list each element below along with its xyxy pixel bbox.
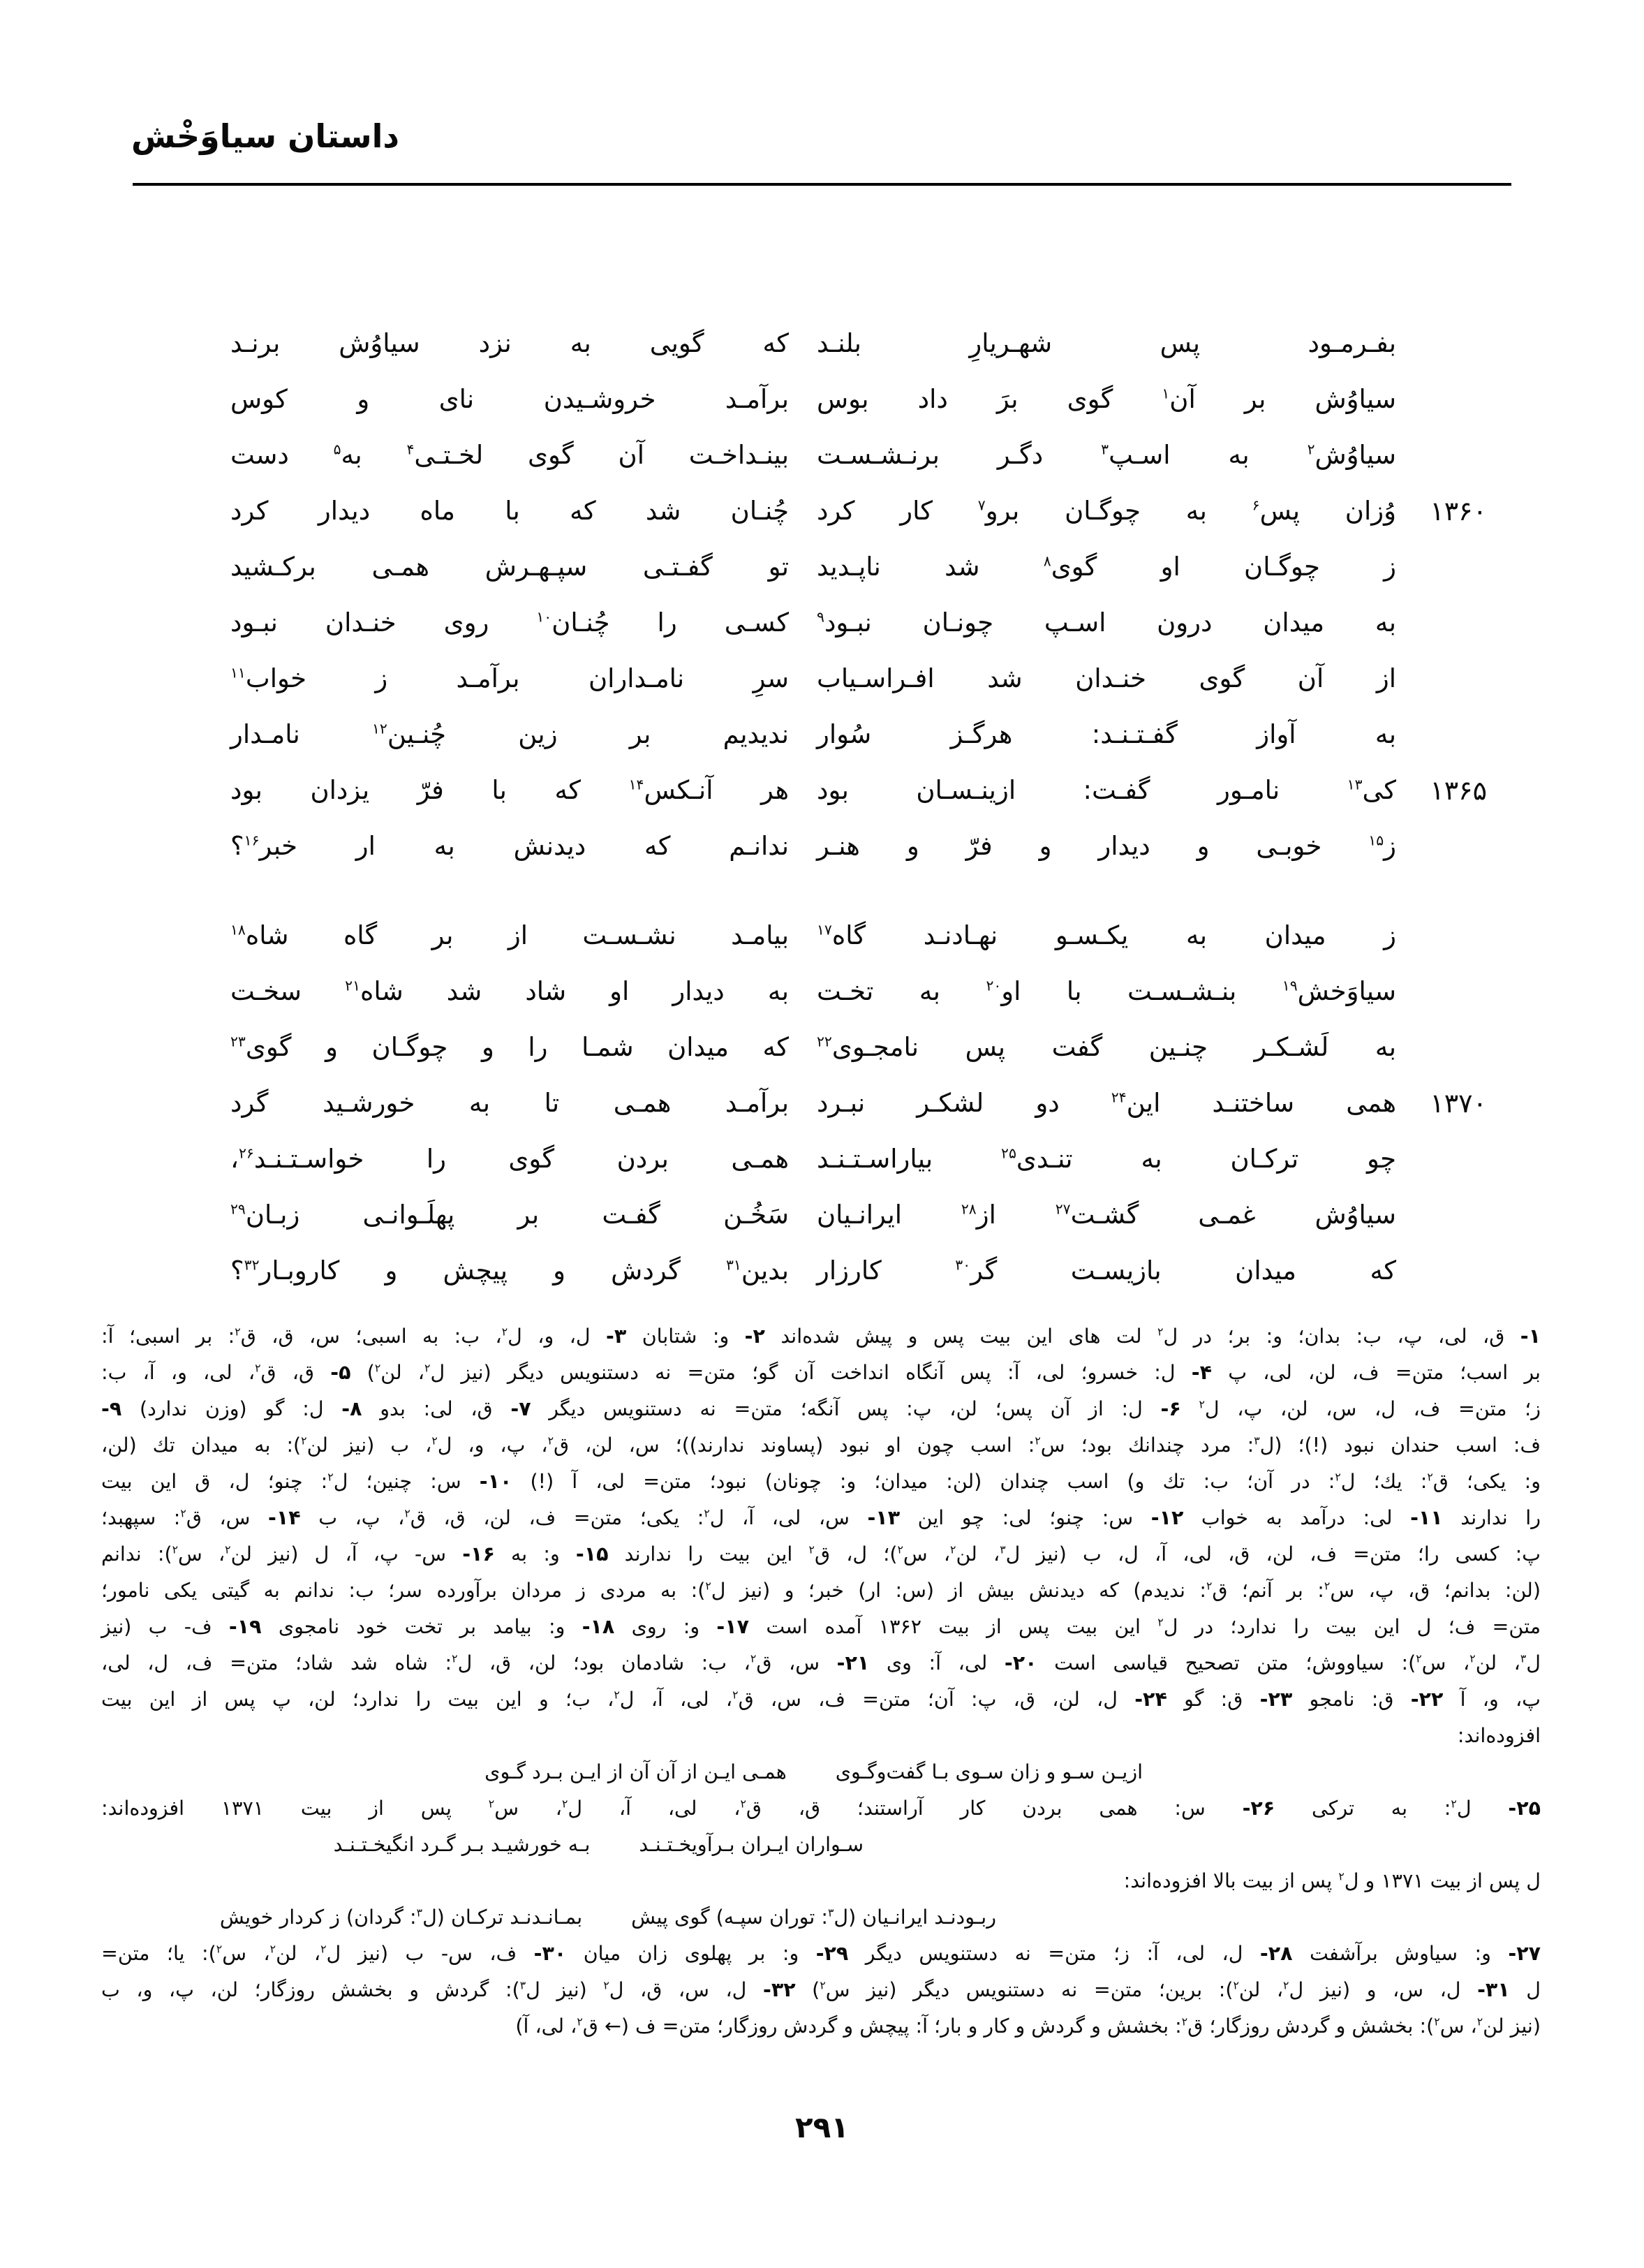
hemistich-first: ز چوگـان او گوی$^۸$ شد ناپـدید <box>817 552 1397 582</box>
apparatus-line: (لن: بدانم؛ ق، پ، س$^۲$: بر آنم؛ ق$^۲$: ندیدم) که دیدنش بیش از (س: ار) خبر؛ و (نیز ل$^۲$): به مردی ز مردان برآورده سر؛ ب: ندانم به گیتی یکی نامور؛ <box>101 1579 1541 1602</box>
verse-number <box>1396 964 1487 1019</box>
verse-row <box>230 1187 1487 1243</box>
hemistich-first: وُزان پس$^۶$ به چوگـان برو$^۷$ کار کرد <box>817 496 1396 526</box>
hemistich-first: از آن گوی خنـدان شد افـراسـیاب <box>817 663 1396 693</box>
verse-number: ۱۳۶۵ <box>1430 775 1487 806</box>
hemistich-second: سَخُـن گفـت بر پهلَـوانـی زبـان$^{۲۹}$ <box>230 1200 789 1230</box>
apparatus-line: ل ۳۱- ل، س، و (نیز ل$^۲$، لن$^۲$): برین؛ متن= نه دستنویس دیگر (نیز س$^۲$) ۳۲- ل، س، ق، ل$^۲$ (نیز ل$^۳$): گردش و بخشش روزگار؛ لن، پ، و، ب <box>101 1978 1541 2001</box>
apparatus-quote-verse <box>101 1754 1143 1790</box>
hemistich-second: به دیدار او شاد شد شاه$^{۲۱}$ سخـت <box>230 976 789 1006</box>
header-rule <box>133 183 1511 186</box>
hemistich-second: چُنـان شد که با ماه دیدار کرد <box>230 496 789 526</box>
hemistich-second: تو گفـتـی سپـهـرش همـی برکـشید <box>230 552 789 582</box>
stanza <box>230 316 1487 874</box>
verse-row <box>230 908 1487 964</box>
hemistich-second: هر آنـکس$^{۱۴}$ که با فرّ یزدان بود <box>230 775 789 805</box>
verse-row <box>230 539 1487 595</box>
verse-row <box>230 483 1487 539</box>
hemistich-second: بدین$^{۳۱}$ گردش و پیچش و کاروبـار$^{۳۲}$؟ <box>230 1256 789 1286</box>
apparatus-quote-verse <box>101 1827 864 1863</box>
verse-number <box>1396 818 1487 874</box>
hemistich-second: برآمـد خروشـیدن نای و کوس <box>230 384 789 414</box>
verse-row <box>230 651 1487 707</box>
verse-number <box>1396 427 1487 483</box>
apparatus-line: ۱- ق، لی، پ، ب: بدان؛ و: بر؛ در ل$^۲$ لت های این بیت پس و پیش شده‌اند ۲- و: شتابان ۳- ل، و، ل$^۲$، ب: به اسبی؛ س، ق، ق$^۲$: بر اسبی؛ آ: <box>101 1325 1541 1348</box>
quote-hemistich-first: سـواران ایـران بـرآویخـتـنـد <box>639 1833 864 1856</box>
apparatus-line: بر اسب؛ متن= ف، لن، لی، پ ۴- ل: خسرو؛ لی، آ: پس آنگاه انداخت آن گو؛ متن= نه دستنویس دیگر (نیز ل$^۲$، لن$^۲$) ۵- ق، ق$^۲$، لی، و، آ، ب: <box>101 1361 1541 1384</box>
quote-hemistich-second: بمـانـدنـد ترکـان (ل$^۳$: گردان) ز کردار خویش <box>219 1906 583 1929</box>
verse-row <box>230 1019 1487 1075</box>
apparatus-line: ۲۷- و: سیاوش برآشفت ۲۸- ل، لی، آ: ز؛ متن= نه دستنویس دیگر ۲۹- و: بر پهلوی زان میان ۳۰- ف، س- ب (نیز ل$^۲$، لن$^۲$، س$^۲$): یا؛ متن= <box>101 1942 1541 1965</box>
verse-row <box>230 371 1487 427</box>
stanza <box>230 908 1487 1299</box>
hemistich-first: بفـرمـود پس شهـریارِ بلنـد <box>817 328 1396 358</box>
apparatus-line: پ: کسی را؛ متن= ف، لن، ق، لی، آ، ل، ب (نیز ل$^۳$، لن$^۲$، س$^۲$)؛ ل، ق$^۲$ این بیت را ندارند ۱۵- و: به ۱۶- س- پ، آ، ل (نیز لن$^۲$، س$^۲$): ندانم <box>101 1542 1541 1566</box>
apparatus-line: متن= ف؛ ل این بیت را ندارد؛ در ل$^۲$ این بیت پس از بیت ۱۳۶۲ آمده است ۱۷- و: روی ۱۸- و: بیامد بر تخت خود نامجوی ۱۹- ف- ب (نیز <box>101 1615 1541 1638</box>
hemistich-second: بیامـد نشـسـت از بر گاه شاه$^{۱۸}$ <box>230 920 789 950</box>
verse-number <box>1396 651 1487 707</box>
hemistich-first: چو ترکـان به تنـدی$^{۲۵}$ بیاراسـتـنـد <box>817 1144 1396 1174</box>
hemistich-second: ندانـم که دیدنش به ار خبر$^{۱۶}$؟ <box>230 831 789 861</box>
verse-number: ۱۳۶۰ <box>1430 496 1487 526</box>
apparatus-line: افزوده‌اند: <box>1457 1724 1541 1747</box>
quote-hemistich-first: ربـودنـد ایرانـیان (ل$^۳$: توران سپـه) گوی پیش <box>631 1906 996 1929</box>
hemistich-first: سیاوَخش$^{۱۹}$ بنـشـسـت با او$^{۲۰}$ به تخـت <box>817 976 1396 1006</box>
hemistich-second: که میدان شمـا را و چوگـان و گوی$^{۲۳}$ <box>230 1032 789 1062</box>
hemistich-second: کسـی را چُنـان$^{۱۰}$ روی خنـدان نبـود <box>230 608 789 638</box>
verse-row <box>230 316 1487 371</box>
hemistich-first: سیاوُش غمـی گشـت$^{۲۷}$ از$^{۲۸}$ ایرانـیان <box>817 1200 1396 1230</box>
apparatus-line: ز؛ متن= ف، ل، س، لن، پ، ل$^۲$ ۶- ل: از آن پس؛ لن، پ: پس آنگه؛ متن= نه دستنویس دیگر ۷- ق، لی: بدو ۸- ل: گو (وزن ندارد) ۹- <box>101 1397 1541 1420</box>
verse-number <box>1396 539 1487 595</box>
verse-row <box>230 427 1487 483</box>
critical-apparatus <box>101 1318 1541 2045</box>
page-number: ۲۹۱ <box>795 2110 849 2144</box>
hemistich-first: همی ساختنـد این$^{۲۴}$ دو لشکـر نبـرد <box>817 1088 1396 1118</box>
verse-row <box>230 1243 1487 1299</box>
hemistich-first: کی$^{۱۳}$ نامـور گفـت: ازینـسـان بود <box>817 775 1396 805</box>
hemistich-second: سرِ نامـداران برآمـد ز خواب$^{۱۱}$ <box>230 663 789 693</box>
apparatus-line: ف: اسب حندان نبود (!)؛ (ل$^۳$: مرد چندانك بود؛ س$^۲$: اسب چون او نبود (پساوند ندارند))؛ س، لن، ق$^۲$، پ، و، ل$^۲$، ب (نیز لن$^۲$): به میدان تك (لن، <box>101 1434 1541 1457</box>
verse-number <box>1396 1019 1487 1075</box>
verse-number <box>1396 908 1487 964</box>
hemistich-second: همـی بردن گوی را خواسـتـنـد$^{۲۶}$، <box>230 1144 789 1174</box>
verse-number <box>1396 707 1487 763</box>
hemistich-second: ندیدیم بر زین چُنـین$^{۱۲}$ نامـدار <box>230 719 789 749</box>
hemistich-first: به آواز گفـتـنـد: هرگـز سُوار <box>817 719 1396 749</box>
apparatus-line: ۲۵- ل$^۲$: به ترکی ۲۶- س: همی بردن کار آراستند؛ ق، ق$^۲$، لی، آ، ل$^۲$، س$^۲$ پس از بیت ۱۳۷۱ افزوده‌اند: <box>101 1797 1541 1820</box>
hemistich-second: که گویی به نزد سیاوُش برنـد <box>230 328 789 358</box>
apparatus-line: (نیز لن$^۲$، س$^۲$): بخشش و گردش روزگار؛ ق$^۲$: بخشش و گردش و کار و بار؛ آ: پیچش و گردش روزگار؛ متن= ف (← ق$^۲$، لی، آ) <box>515 2015 1541 2038</box>
verse-row <box>230 818 1487 874</box>
verse-number: ۱۳۷۰ <box>1430 1088 1487 1119</box>
apparatus-line: ل$^۳$، لن$^۲$، س$^۲$): سیاووش؛ متن تصحیح قیاسی است ۲۰- لی، آ: وی ۲۱- س، ق$^۲$، ب: شادمان بود؛ لن، ق، ل$^۲$: شاه شد شاد؛ متن= ف، ل، لی، <box>101 1651 1541 1674</box>
hemistich-second: برآمـد همـی تا به خورشـید گرد <box>230 1088 789 1118</box>
verse-number <box>1396 595 1487 651</box>
verse-number <box>1396 316 1487 371</box>
hemistich-first: سیاوُش بر آن$^۱$ گوی برَ داد بوس <box>817 384 1396 414</box>
page-title: داستان سیاوَخْش <box>131 117 399 155</box>
quote-hemistich-second: همـی ایـن از آن آن از ایـن بـرد گـوی <box>484 1760 787 1783</box>
apparatus-line: پ، و، آ ۲۲- ق: نامجو ۲۳- ق: گو ۲۴- ل، لن، ق، پ: آن؛ متن= ف، س، ق$^۲$، لی، آ، ل$^۲$، ب؛ و این بیت را ندارد؛ لن، پ پس از این بیت <box>101 1688 1541 1711</box>
apparatus-line: را ندارند ۱۱- لی: درآمد به خواب ۱۲- س: چنو؛ لی: چو این ۱۳- س، لی، آ، ل$^۲$: یکی؛ متن= ف، لن، ق، ق$^۲$، پ، ب ۱۴- س، ق$^۲$: سپهبد؛ <box>101 1506 1541 1529</box>
hemistich-first: سیاوُش$^۲$ به اسـپ$^۳$ دگـر برنـشـسـت <box>817 440 1396 470</box>
hemistich-second: بینـداخـت آن گوی لخـتـی$^۴$ به$^۵$ دست <box>230 440 789 470</box>
verse-number <box>1396 1187 1487 1243</box>
quote-hemistich-first: ازیـن سـو و زان سـوی بـا گفت‌وگـوی <box>835 1760 1143 1783</box>
verse-row <box>230 595 1487 651</box>
hemistich-first: ز میدان به یکـسـو نهـادنـد گاه$^{۱۷}$ <box>817 920 1396 950</box>
hemistich-first: به میدان درون اسـپ چونـان نبـود$^۹$ <box>817 608 1396 638</box>
verse-number <box>1396 1131 1487 1187</box>
apparatus-line: و: یکی؛ ق$^۲$: یك؛ ل$^۲$: در آن؛ ب: تك و) اسب چندان (لن: میدان؛ و: چونان) نبود؛ متن= لی، آ (!) ۱۰- س: چنین؛ ل$^۲$: چنو؛ ل، ق این بیت <box>101 1470 1541 1493</box>
verse-number <box>1396 371 1487 427</box>
apparatus-line: ل پس از بیت ۱۳۷۱ و ل$^۲$ پس از بیت بالا افزوده‌اند: <box>1123 1869 1541 1892</box>
verse-row <box>230 1131 1487 1187</box>
apparatus-quote-verse <box>101 1899 996 1936</box>
quote-hemistich-second: بـه خورشیـد بـر گـرد انگیخـتـنـد <box>333 1833 591 1856</box>
verse-row <box>230 763 1487 818</box>
hemistich-first: که میدان بازیسـت گر$^{۳۰}$ کارزار <box>817 1256 1396 1286</box>
hemistich-first: به لَشـکـر چنـین گفت پس نامجـوی$^{۲۲}$ <box>817 1032 1396 1062</box>
hemistich-first: ز$^{۱۵}$ خوبـی و دیدار و فرّ و هنـر <box>817 831 1396 861</box>
verse-number <box>1396 1243 1487 1299</box>
verse-row <box>230 964 1487 1019</box>
verse-row <box>230 707 1487 763</box>
verse-row <box>230 1075 1487 1131</box>
poem <box>230 316 1487 1299</box>
